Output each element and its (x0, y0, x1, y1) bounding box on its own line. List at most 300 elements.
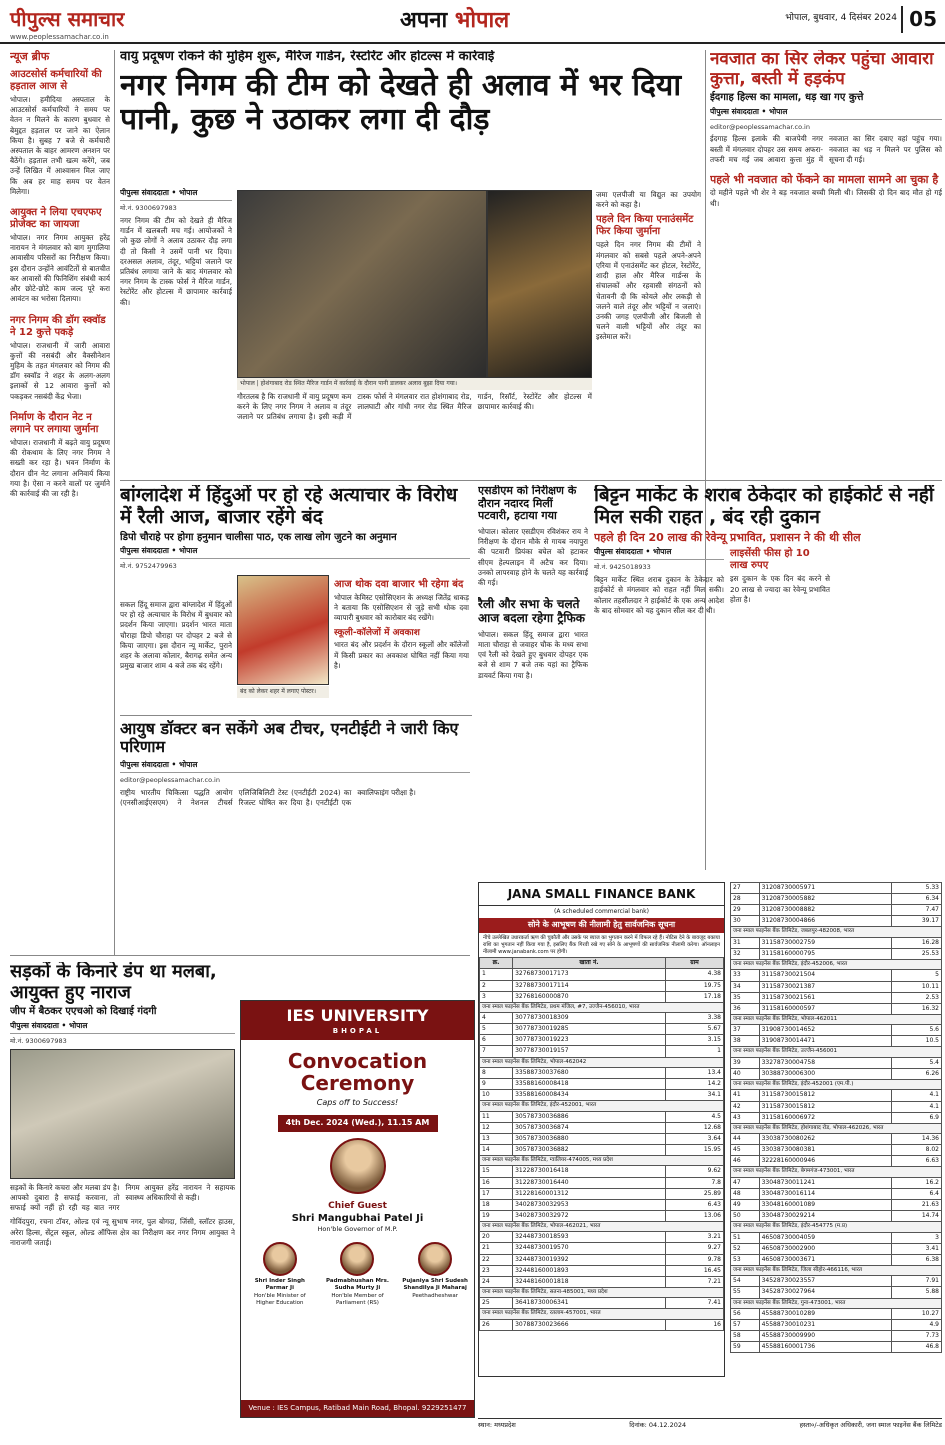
gold-weight: 3.38 (665, 1013, 723, 1024)
account-number: 31158730015812 (759, 1090, 891, 1101)
account-number: 30578730036880 (513, 1133, 666, 1144)
sdm-headline[interactable]: एसडीएम को निरीक्षण के दौरान नदारद मिलीं पटवारी, हटाया गया (478, 485, 577, 523)
table-row (731, 1243, 942, 1254)
branch-row (731, 959, 942, 969)
section-title-b: भोपाल (454, 8, 510, 33)
row-number: 45 (731, 1145, 760, 1156)
gold-weight: 9.27 (665, 1243, 723, 1254)
dump-story (10, 962, 235, 1432)
teacher-headline[interactable]: आयुष डॉक्टर बन सकेंगे अब टीचर, एनटीईटी ने जारी किए परिणाम (120, 720, 459, 757)
lead-photo-right (487, 190, 592, 378)
table-row (480, 1079, 724, 1090)
row-number: 44 (731, 1134, 760, 1145)
row-number: 11 (480, 1111, 513, 1122)
gold-weight: 3.64 (665, 1133, 723, 1144)
branch-address: जना स्माल फाइनेंस बैंक लिमिटेड, भोपाल-462021, भारत (480, 1221, 724, 1231)
dog-box-headline[interactable]: पहले भी नवजात को फेंकने का मामला सामने आ चुका है (710, 173, 939, 187)
account-number: 33588160008434 (513, 1090, 666, 1101)
gold-weight: 10.11 (891, 981, 941, 992)
account-number: 31158730002759 (759, 937, 891, 948)
branch-address: जना स्माल फाइनेंस बैंक लिमिटेड, इंदौर-452006, भारत (731, 959, 942, 969)
branch-row (731, 1265, 942, 1275)
row-number: 55 (731, 1287, 760, 1298)
account-number: 33588160008418 (513, 1079, 666, 1090)
table-row (731, 1188, 942, 1199)
account-number: 30778730018309 (513, 1013, 666, 1024)
lead-box-headline[interactable]: पहले दिन किया एनाउंसमेंट फिर किया जुर्माना (596, 214, 694, 238)
rally-byline: पीपुल्स संवाददाता • भोपाल (120, 546, 470, 559)
gold-weight: 6.9 (891, 1112, 941, 1123)
gold-weight: 3.21 (665, 1232, 723, 1243)
ad-guests (241, 1242, 474, 1308)
newspaper-logo[interactable] (10, 6, 124, 42)
gold-weight: 4.5 (665, 1111, 723, 1122)
gold-weight: 6.63 (891, 1156, 941, 1167)
table-row (480, 1067, 724, 1078)
table-row (731, 1156, 942, 1167)
bittan-byline: पीपुल्स संवाददाता • भोपाल (594, 547, 724, 560)
account-number: 31228160001312 (513, 1188, 666, 1199)
table-row (480, 1046, 724, 1057)
branch-address: जना स्माल फाइनेंस बैंक लिमिटेड, जिला सीहोर-466116, भारत (731, 1265, 942, 1275)
row-number: 39 (731, 1057, 760, 1068)
account-number: 33038730080262 (759, 1134, 891, 1145)
lead-side-column (596, 190, 701, 475)
table-row (731, 1134, 942, 1145)
gold-weight: 3.15 (665, 1035, 723, 1046)
dog-story (710, 50, 942, 475)
guest-photo (418, 1242, 452, 1276)
account-number: 33048730029214 (759, 1211, 891, 1222)
ad-event-title: Convocation Ceremony (287, 1049, 428, 1096)
bank-subtitle: (A scheduled commercial bank) (554, 908, 649, 916)
account-number: 30578730036874 (513, 1122, 666, 1133)
branch-address: जना स्माल फाइनेंस बैंक लिमिटेड, सतना-485001, मध्य प्रदेश (480, 1287, 724, 1297)
table-row (731, 1057, 942, 1068)
gold-weight: 14.2 (665, 1079, 723, 1090)
row-number: 13 (480, 1133, 513, 1144)
gold-weight: 39.17 (891, 916, 941, 927)
gold-weight: 6.43 (665, 1199, 723, 1210)
gold-weight: 15.95 (665, 1144, 723, 1155)
guest-name: Pujaniya Shri Sudesh Shandilya Ji Maharaj (402, 1278, 468, 1292)
gold-weight: 34.1 (665, 1090, 723, 1101)
table-row (480, 1199, 724, 1210)
account-number: 31908730014471 (759, 1036, 891, 1047)
ies-university-ad[interactable] (240, 1000, 475, 1418)
bank-footer (478, 1418, 942, 1430)
row-number: 30 (731, 916, 760, 927)
account-number: 34028730032953 (513, 1199, 666, 1210)
account-number: 33588730037680 (513, 1067, 666, 1078)
row-number: 7 (480, 1046, 513, 1057)
traffic-body: भोपाल। सकल हिंदू समाज द्वारा भारत माता चौराहा से जवाहर चौक के मध्य सभा एवं रैली को देखते हुए बुधवार दोपहर एक बजे से शाम 7 बजे तक यहां का ट्रैफिक डायवर्ट किया गया है। (478, 629, 588, 680)
lead-mobile: मो.नं. 9300697983 (120, 204, 177, 213)
table-row (480, 1319, 724, 1330)
row-number: 58 (731, 1331, 760, 1342)
section-divider (120, 480, 942, 481)
brief-4-headline[interactable]: निर्माण के दौरान नेट न लगाने पर लगाया जुर्माना (10, 411, 99, 435)
row-number: 12 (480, 1122, 513, 1133)
account-number: 46508730003671 (759, 1254, 891, 1265)
row-number: 40 (731, 1068, 760, 1079)
account-number: 30788730023666 (513, 1319, 666, 1330)
gold-weight: 7.41 (665, 1298, 723, 1309)
account-number: 31158160000795 (759, 948, 891, 959)
row-number: 54 (731, 1276, 760, 1287)
brief-3-headline[interactable]: नगर निगम की डॉग स्क्वॉड ने 12 कुत्ते पकड़े (10, 314, 106, 338)
sdm-body: भोपाल। कोलार एसडीएम रविशंकर राय ने निरीक्षण के दौरान मौके से गायब नयापुरा की पटवारी प्रियंका बघेल को हटाकर सीएम हेल्पलाइन में अटैच कर दिया। उनको लापरवाह होने के चलते यह कार्रवाई की गई। (478, 526, 588, 588)
table-row (731, 992, 942, 1003)
lead-kicker: वायु प्रदूषण रोकने की मुहिम शुरू, मैरिज गार्डन, रेस्टोरेंट और होटल्स में कार्रवाई (120, 50, 495, 64)
dog-headline[interactable]: नवजात का सिर लेकर पहुंचा आवारा कुत्ता, बस्ती में हड़कंप (710, 50, 934, 89)
branch-row (480, 1156, 724, 1166)
rally-subhead: डिपो चौराहे पर होगा हनुमान चालीसा पाठ, एक लाख लोग जुटने का अनुमान (120, 531, 397, 543)
account-number: 32448730019392 (513, 1254, 666, 1265)
row-number: 48 (731, 1188, 760, 1199)
branch-row (480, 1287, 724, 1297)
gold-weight: 10.27 (891, 1308, 941, 1319)
dump-subhead: जीप में बैठकर एएचओ को दिखाई गंदगी (10, 1006, 157, 1018)
rally-photo-caption: बंद को लेकर शहर में लगाए पोस्टर। (237, 686, 329, 698)
gold-weight: 4.9 (891, 1320, 941, 1331)
gold-weight: 6.4 (891, 1188, 941, 1199)
gold-weight: 7.8 (665, 1177, 723, 1188)
guest-photo (263, 1242, 297, 1276)
row-number: 50 (731, 1211, 760, 1222)
account-number: 31158730021387 (759, 981, 891, 992)
rally-side-body: भोपाल केमिस्ट एसोसिएशन के अध्यक्ष जितेंद्र धाकड़ ने बताया कि एसोसिएशन से जुड़े सभी थोक दवा व्यापारी बुधवार को कारोबार बंद रखेंगे। (334, 593, 469, 623)
gold-weight: 5.4 (891, 1057, 941, 1068)
account-number: 30778730019223 (513, 1035, 666, 1046)
account-number: 31228730016418 (513, 1166, 666, 1177)
row-number: 38 (731, 1036, 760, 1047)
table-row (731, 1036, 942, 1047)
branch-address: जना स्माल फाइनेंस बैंक लिमिटेड, बेगमगंज-473001, भारत (731, 1167, 942, 1177)
row-number: 5 (480, 1024, 513, 1035)
table-row (731, 894, 942, 905)
gold-weight: 7.21 (665, 1276, 723, 1287)
row-number: 42 (731, 1101, 760, 1112)
table-row (731, 981, 942, 992)
row-number: 21 (480, 1243, 513, 1254)
table-row (480, 1265, 724, 1276)
branch-row (731, 1167, 942, 1177)
table-row (731, 1025, 942, 1036)
gold-weight: 16.45 (665, 1265, 723, 1276)
row-number: 53 (731, 1254, 760, 1265)
table-row (480, 1232, 724, 1243)
gold-weight: 1 (665, 1046, 723, 1057)
bittan-subhead: पहले ही दिन 20 लाख की रेवेन्यू प्रभावित, प्रशासन ने की थी सील (594, 530, 861, 544)
rally-headline[interactable]: बांग्लादेश में हिंदुओं पर हो रहे अत्याचार के विरोध में रैली आज, बाजार रहेंगे बंद (120, 485, 458, 528)
branch-address: जना स्माल फाइनेंस बैंक लिमिटेड, गुना-473001, भारत (731, 1298, 942, 1308)
row-number: 18 (480, 1199, 513, 1210)
brand-name: पीपुल्स समाचार (10, 7, 125, 31)
table-row (731, 1308, 942, 1319)
account-number: 46508730004059 (759, 1232, 891, 1243)
account-number: 33048730011241 (759, 1177, 891, 1188)
table-row (731, 883, 942, 894)
table-row (731, 1112, 942, 1123)
ad-chief-name: Shri Mangubhai Patel Ji (291, 1212, 424, 1224)
brief-1-headline[interactable]: आउटसोर्स कर्मचारियों की हड़ताल आज से (10, 68, 102, 92)
table-row (731, 1177, 942, 1188)
branch-address: जना स्माल फाइनेंस बैंक लिमिटेड, उज्जैन-456001 (731, 1047, 942, 1057)
account-number: 31208730004866 (759, 916, 891, 927)
account-number: 32448160001893 (513, 1265, 666, 1276)
table-row (480, 1144, 724, 1155)
row-number: 23 (480, 1265, 513, 1276)
brief-2-body: भोपाल। नगर निगम आयुक्त हरेंद्र नारायन ने मंगलवार को बाग मुगालिया आवासीय परिसरों का निरीक्षण किया। इस दौरान उन्होंने आवंटितों से बातचीत कर आवासों की फिनिशिंग संबंधी कार्य और छोटे-छोटे काम जल्द पूरे करा आवंटन का भरोसा दिलाया। (10, 233, 110, 304)
column-divider (114, 50, 115, 955)
bittan-body: बिट्टन मार्केट स्थित शराब दुकान के ठेकेदार को हाईकोर्ट से मंगलवार को राहत नहीं मिल सकी। कोलार तहसीलदार ने हाईकोर्ट के एक अन्य आदेश के बाद सोमवार को यह दुकान सील कर दी थी। (594, 575, 724, 615)
row-number: 10 (480, 1090, 513, 1101)
branch-row (731, 1222, 942, 1232)
row-number: 29 (731, 905, 760, 916)
gold-weight: 10.5 (891, 1036, 941, 1047)
rally-side-column (334, 575, 469, 715)
ad-guest (400, 1242, 470, 1308)
news-brief-column (10, 50, 110, 955)
row-number: 41 (731, 1090, 760, 1101)
table-row (731, 1342, 942, 1353)
row-number: 1 (480, 969, 513, 980)
branch-row (480, 1002, 724, 1012)
gold-weight: 19.75 (665, 980, 723, 991)
gold-weight: 25.53 (891, 948, 941, 959)
gold-weight: 13.06 (665, 1210, 723, 1221)
row-number: 2 (480, 980, 513, 991)
gold-weight: 25.89 (665, 1188, 723, 1199)
account-number: 30578730036882 (513, 1144, 666, 1155)
gold-weight: 16.32 (891, 1003, 941, 1014)
account-number: 45588160001736 (759, 1342, 891, 1353)
gold-weight: 5 (891, 970, 941, 981)
account-number: 45588730010231 (759, 1320, 891, 1331)
ad-tagline: Caps off to Success! (316, 1098, 399, 1108)
section-title (400, 6, 509, 36)
account-number: 30778730019285 (513, 1024, 666, 1035)
gold-weight: 7.91 (891, 1276, 941, 1287)
gold-weight: 14.36 (891, 1134, 941, 1145)
branch-row (731, 927, 942, 937)
bittan-side-body: इस दुकान के एक दिन बंद करने से 20 लाख से ज्यादा का रेवेन्यू प्रभावित होता है। (730, 574, 830, 604)
bittan-mobile: मो.नं. 9425018933 (594, 563, 651, 572)
row-number: 6 (480, 1035, 513, 1046)
account-number: 32768160000870 (513, 991, 666, 1002)
gold-weight: 21.63 (891, 1200, 941, 1211)
masthead (0, 0, 945, 44)
gold-weight: 46.8 (891, 1342, 941, 1353)
gold-weight: 5.33 (891, 883, 941, 894)
row-number: 33 (731, 970, 760, 981)
rally-body-column (120, 600, 232, 715)
table-row (480, 1035, 724, 1046)
section-divider (120, 715, 472, 716)
rally-school-body: भारत बंद और प्रदर्शन के दौरान स्कूलों और कॉलेजों में किसी प्रकार का अवकाश घोषित नहीं किया गया है। (334, 640, 469, 670)
ad-university: IES UNIVERSITY (286, 1006, 429, 1025)
lead-column-2 (237, 392, 592, 475)
page-number: 05 (901, 6, 937, 33)
table-row (731, 1211, 942, 1222)
table-row (480, 1177, 724, 1188)
branch-address: जना स्माल फाइनेंस बैंक लिमिटेड, इंदौर-452001 (एम.पी.) (731, 1080, 942, 1090)
branch-address: जना स्माल फाइनेंस बैंक लिमिटेड, भोपाल-462011 (731, 1014, 942, 1024)
dump-headline[interactable]: सड़कों के किनारे डंप था मलबा, आयुक्त हुए नाराज (10, 962, 217, 1003)
table-row (731, 1101, 942, 1112)
table-row (731, 916, 942, 927)
row-number: 4 (480, 1013, 513, 1024)
branch-row (731, 1123, 942, 1133)
dog-box-body: दो महीने पहले भी शेर ने बड़ नवजात बच्ची मिली थी। जिसकी दो दिन बाद मौत हो गई थी। (710, 188, 942, 208)
bank-table (479, 957, 724, 1330)
brief-2-headline[interactable]: आयुक्त ने लिया एचएफए प्रोजेक्ट का जायजा (10, 207, 102, 231)
row-number: 51 (731, 1232, 760, 1243)
row-number: 24 (480, 1276, 513, 1287)
account-number: 31158730015812 (759, 1101, 891, 1112)
table-row (731, 1145, 942, 1156)
footer-place: स्थान: मध्यप्रदेश (478, 1421, 516, 1429)
branch-address: जना स्माल फाइनेंस बैंक लिमिटेड, ग्वालियर-474005, मध्य प्रदेश (480, 1156, 724, 1166)
brief-4-body: भोपाल। राजधानी में बढ़ते वायु प्रदूषण की रोकथाम के लिए नगर निगम ने सख्ती कर रहा है। भवन निर्माण के दौरान ग्रीन नेट लगाना अनिवार्य किया गया है। ऐसा न करने वालों पर जुर्माने की कार्रवाई की जा रही है। (10, 437, 110, 498)
guest-role: Hon'ble Minister of Higher Education (254, 1292, 306, 1307)
row-number: 26 (480, 1319, 513, 1330)
lead-photo-left (237, 190, 487, 378)
table-row (731, 1276, 942, 1287)
table-row (731, 1320, 942, 1331)
row-number: 28 (731, 894, 760, 905)
guest-name: Padmabhushan Mrs. Sudha Murty Ji (325, 1278, 389, 1292)
dump-photo (10, 1049, 235, 1179)
account-number: 30578730036886 (513, 1111, 666, 1122)
account-number: 33038730080381 (759, 1145, 891, 1156)
branch-row (480, 1309, 724, 1319)
lead-box-body: पहले दिन नगर निगम की टीमों ने मंगलवार को सबसे पहले अपने-अपने एरिया में एनाउंसमेंट कर होटल, रेस्टोरेंट, शादी हाल और मैरिज गार्डन्स के संचालकों और रहवासी संगठनों को चेतावनी दी कि कोयले और लकड़ी से जलने वाले तंदूर और भट्टियों न जलाएं। उनकी जगह एलपीजी और बिजली से चलने वाली भट्टियों और तंदूर का इस्तेमाल करें। (596, 240, 701, 342)
lead-headline[interactable]: नगर निगम की टीम को देखते ही अलाव में भर दिया पानी, कुछ ने उठाकर लगा दी दौड़ (120, 67, 682, 138)
row-number: 3 (480, 991, 513, 1002)
bank-title: JANA SMALL FINANCE BANK (479, 883, 724, 906)
lead-byline: पीपुल्स संवाददाता • भोपाल (120, 188, 232, 201)
table-row (731, 970, 942, 981)
row-number: 14 (480, 1144, 513, 1155)
ad-chief-label: Chief Guest (328, 1200, 387, 1211)
table-row (480, 1133, 724, 1144)
table-row (480, 969, 724, 980)
account-number: 31158160000597 (759, 1003, 891, 1014)
account-number: 45588730010289 (759, 1308, 891, 1319)
gold-weight: 16 (665, 1319, 723, 1330)
table-row (731, 1232, 942, 1243)
lead-photo-caption: भोपाल | होशंगाबाद रोड स्थित मैरिज गार्डन में कार्रवाई के दौरान पानी डालकर अलाव बुझा दिया गया। (237, 378, 592, 390)
row-number: 36 (731, 1003, 760, 1014)
account-number: 36418730006341 (513, 1298, 666, 1309)
table-row (731, 1287, 942, 1298)
account-number: 32448730018593 (513, 1232, 666, 1243)
table-row (480, 1111, 724, 1122)
table-row (480, 1210, 724, 1221)
ad-date: 4th Dec. 2024 (Wed.), 11.15 AM (278, 1115, 438, 1132)
table-row (731, 1090, 942, 1101)
rally-side-headline[interactable]: आज थोक दवा बाजार भी रहेगा बंद (334, 579, 464, 590)
table-row (480, 1166, 724, 1177)
branch-address: जना स्माल फाइनेंस बैंक लिमिटेड, भोपाल-462042 (480, 1057, 724, 1067)
news-brief-label: न्यूज ब्रीफ (10, 50, 50, 63)
account-number: 31228730016440 (513, 1177, 666, 1188)
lead-body-c: जमा एलपीजी या विद्युत का उपयोग करने को कहा है। (596, 190, 701, 210)
table-row (731, 1254, 942, 1265)
table-row (480, 980, 724, 991)
gold-weight: 17.18 (665, 991, 723, 1002)
table-row (480, 1298, 724, 1309)
guest-role: Hon'ble Member of Parliament (RS) (331, 1292, 384, 1307)
account-number: 34028730032972 (513, 1210, 666, 1221)
dump-body-b: गोविंदपुरा, रचना टॉवर, ओल्ड एवं न्यू सुभाष नगर, पुल बोगदा, जिंसी, स्लॉटर हाउस, अरेरा हिल्स, सेंट्रल स्कूल, ओल्ड ऑफिस क्षेत्र का निरीक्षण कर नगर निगम आयुक्त ने नाराजगी जताई। (10, 1217, 235, 1247)
account-number: 33048160001089 (759, 1200, 891, 1211)
table-row (480, 991, 724, 1002)
table-row (480, 1276, 724, 1287)
account-number: 33048730016114 (759, 1188, 891, 1199)
account-number: 32228160000946 (759, 1156, 891, 1167)
dog-byline: पीपुल्स संवाददाता • भोपाल (710, 107, 942, 120)
table-row (480, 1013, 724, 1024)
table-row (480, 1090, 724, 1101)
gold-weight: 4.38 (665, 969, 723, 980)
rally-mobile: मो.नं. 9752479963 (120, 562, 177, 571)
gold-weight: 7.73 (891, 1331, 941, 1342)
dump-byline: पीपुल्स संवाददाता • भोपाल (10, 1021, 235, 1034)
gold-weight: 16.28 (891, 937, 941, 948)
bittan-headline[interactable]: बिट्टन मार्केट के शराब ठेकेदार को हाईकोर्ट से नहीं मिल सकी राहत , बंद रही दुकान (594, 485, 934, 528)
gold-weight: 2.53 (891, 992, 941, 1003)
branch-row (480, 1057, 724, 1067)
rally-body: सकल हिंदू समाज द्वारा बांग्लादेश में हिंदुओं पर हो रहे अत्याचार के विरोध में बुधवार को प्रदर्शन किया जाएगा। प्रदर्शन भारत माता चौराहा डिपो चौराहा पर दोपहर 2 बजे से किया जाएगा। इस दौरान न्यू मार्केट, पुराने शहर के अलावा कोलार, बैरागढ़ समेत अन्य प्रमुख बाजार शाम 4 बजे तक बंद रहेंगे। (120, 600, 232, 671)
traffic-headline[interactable]: रैली और सभा के चलते आज बदला रहेगा ट्रैफिक (478, 597, 585, 626)
teacher-body: राष्ट्रीय भारतीय चिकित्सा पद्धति आयोग (एनसीआईएसएम) ने नेशनल टीचर्स एलिजिबिलिटी टेस्ट (एनटीईटी 2024) का रिजल्ट घोषित कर दिया है। एनटीईटी एक क्वालिफाइंग परीक्षा है। (120, 787, 416, 807)
guest-name: Shri Inder Singh Parmar Ji (254, 1278, 305, 1292)
gold-weight: 5.67 (665, 1024, 723, 1035)
rally-school-headline[interactable]: स्कूली-कॉलेजों में अवकाश (334, 627, 420, 638)
gold-weight: 3.41 (891, 1243, 941, 1254)
row-number: 9 (480, 1079, 513, 1090)
table-row (731, 937, 942, 948)
branch-row (731, 1047, 942, 1057)
brief-3-body: भोपाल। राजधानी में जारी आवारा कुत्तों की नसबंदी और वैक्सीनेशन मुहिम के तहत मंगलवार को निगम की डॉग स्क्वॉड ने शहर के अलग-अलग इलाकों से 12 आवारा कुत्तों को पकड़कर नसबंदी केंद्र भेजा। (10, 340, 110, 401)
ad-city: BHOPAL (332, 1026, 383, 1035)
row-number: 56 (731, 1308, 760, 1319)
table-header: खाता नं. (513, 958, 666, 969)
branch-address: जना स्माल फाइनेंस बैंक लिमिटेड, रतलाम-457001, भारत (480, 1309, 724, 1319)
bank-table-right (730, 882, 942, 1353)
gold-weight: 6.34 (891, 894, 941, 905)
branch-address: जना स्माल फाइनेंस बैंक लिमिटेड, जबलपुर-482008, भारत (731, 927, 942, 937)
gold-weight: 3 (891, 1232, 941, 1243)
account-number: 46508730002900 (759, 1243, 891, 1254)
branch-address: जना स्माल फाइनेंस बैंक लिमिटेड, इंदौर-452001, भारत (480, 1101, 724, 1111)
account-number: 34528730023557 (759, 1276, 891, 1287)
gold-weight: 6.38 (891, 1254, 941, 1265)
row-number: 32 (731, 948, 760, 959)
gold-weight: 5.88 (891, 1287, 941, 1298)
branch-row (480, 1221, 724, 1231)
table-row (480, 1024, 724, 1035)
account-number: 31908730014652 (759, 1025, 891, 1036)
row-number: 37 (731, 1025, 760, 1036)
table-row (731, 1200, 942, 1211)
bittan-side-headline[interactable]: लाइसेंसी फीस हो 10 लाख रुपए (730, 548, 810, 572)
account-number: 45588730009990 (759, 1331, 891, 1342)
dog-body: ईदगाह हिल्स इलाके की बाजपेयी नगर बस्ती में मंगलवार दोपहर उस समय अफरा-तफरी मच गई जब आवारा कुत्ता मुंह में नवजात का सिर दबाए वहां पहुंच गया। नवजात का धड़ न मिलने पर पुलिस को सूचना दी गई। (710, 134, 942, 164)
